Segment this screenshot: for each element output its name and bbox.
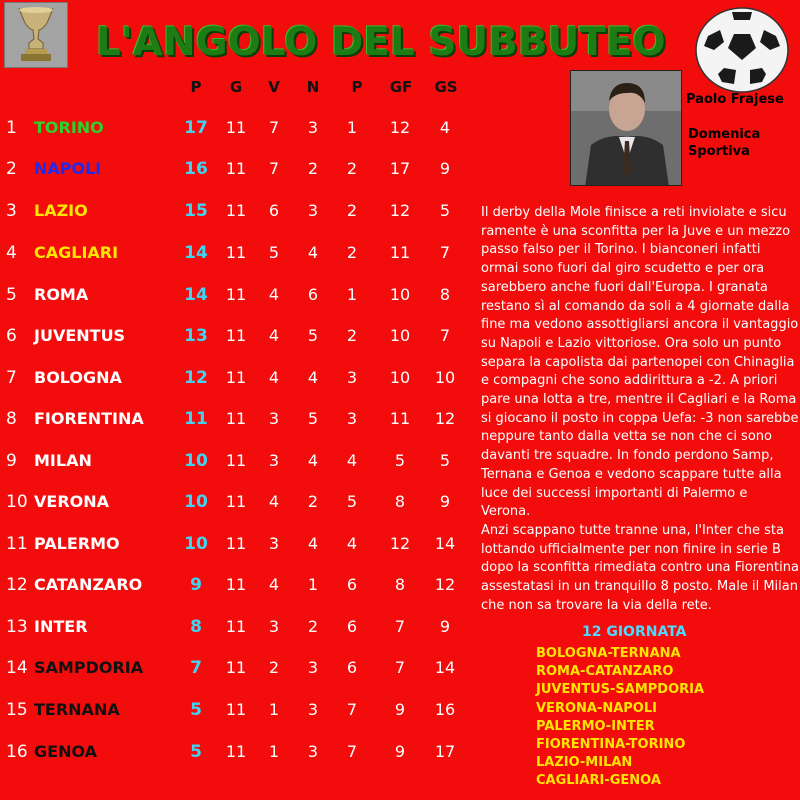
table-row bbox=[0, 615, 470, 639]
row-won: 5 bbox=[268, 243, 280, 262]
row-won: 7 bbox=[268, 118, 280, 137]
row-team: MILAN bbox=[34, 451, 92, 470]
table-row bbox=[0, 532, 470, 556]
row-lost: 6 bbox=[346, 575, 358, 594]
row-points: 14 bbox=[184, 285, 208, 305]
fixture-item: VERONA-NAPOLI bbox=[536, 700, 657, 716]
row-points: 16 bbox=[184, 159, 208, 179]
soccer-ball-icon bbox=[694, 6, 790, 94]
table-row bbox=[0, 157, 470, 181]
table-row bbox=[0, 573, 470, 597]
row-points: 15 bbox=[184, 201, 208, 221]
row-rank: 11 bbox=[6, 534, 28, 554]
row-played: 11 bbox=[225, 742, 247, 761]
row-won: 4 bbox=[268, 285, 280, 304]
row-lost: 2 bbox=[346, 326, 358, 345]
row-played: 11 bbox=[225, 285, 247, 304]
table-row bbox=[0, 199, 470, 223]
row-goals-for: 8 bbox=[394, 575, 406, 594]
row-lost: 5 bbox=[346, 492, 358, 511]
row-goals-for: 17 bbox=[389, 159, 411, 178]
page-title: L'ANGOLO DEL SUBBUTEO bbox=[96, 20, 666, 65]
row-played: 11 bbox=[225, 617, 247, 636]
row-goals-for: 9 bbox=[394, 742, 406, 761]
row-drawn: 6 bbox=[307, 285, 319, 304]
row-drawn: 4 bbox=[307, 368, 319, 387]
table-row bbox=[0, 656, 470, 680]
row-team: VERONA bbox=[34, 492, 110, 511]
col-header-drawn: N bbox=[306, 78, 320, 96]
row-played: 11 bbox=[225, 492, 247, 511]
row-goals-for: 5 bbox=[394, 451, 406, 470]
row-lost: 2 bbox=[346, 243, 358, 262]
row-played: 11 bbox=[225, 243, 247, 262]
row-team: ROMA bbox=[34, 285, 89, 304]
row-rank: 13 bbox=[6, 617, 28, 637]
row-goals-against: 16 bbox=[434, 700, 456, 719]
row-points: 10 bbox=[184, 534, 208, 554]
fixtures-title: 12 GIORNATA bbox=[582, 624, 687, 640]
table-row bbox=[0, 241, 470, 265]
row-drawn: 1 bbox=[307, 575, 319, 594]
row-goals-against: 7 bbox=[439, 326, 451, 345]
row-team: NAPOLI bbox=[34, 159, 102, 178]
row-won: 3 bbox=[268, 617, 280, 636]
row-rank: 5 bbox=[6, 285, 17, 305]
row-points: 13 bbox=[184, 326, 208, 346]
row-goals-for: 11 bbox=[389, 243, 411, 262]
row-played: 11 bbox=[225, 326, 247, 345]
row-points: 10 bbox=[184, 492, 208, 512]
row-goals-against: 12 bbox=[434, 409, 456, 428]
row-goals-for: 10 bbox=[389, 285, 411, 304]
row-won: 4 bbox=[268, 368, 280, 387]
row-lost: 3 bbox=[346, 368, 358, 387]
row-goals-against: 7 bbox=[439, 243, 451, 262]
commentator-name: Paolo Frajese bbox=[686, 92, 784, 107]
col-header-lost: P bbox=[351, 78, 363, 96]
table-row bbox=[0, 698, 470, 722]
row-rank: 16 bbox=[6, 742, 28, 762]
row-drawn: 2 bbox=[307, 159, 319, 178]
row-rank: 9 bbox=[6, 451, 17, 471]
row-points: 11 bbox=[184, 409, 208, 429]
row-goals-for: 8 bbox=[394, 492, 406, 511]
row-goals-for: 10 bbox=[389, 326, 411, 345]
fixture-item: FIORENTINA-TORINO bbox=[536, 737, 686, 752]
row-rank: 1 bbox=[6, 118, 17, 138]
row-goals-against: 9 bbox=[439, 617, 451, 636]
row-goals-against: 9 bbox=[439, 492, 451, 511]
row-team: CAGLIARI bbox=[34, 243, 119, 262]
table-row bbox=[0, 116, 470, 140]
row-won: 4 bbox=[268, 326, 280, 345]
row-rank: 6 bbox=[6, 326, 17, 346]
row-team: INTER bbox=[34, 617, 88, 636]
row-goals-against: 14 bbox=[434, 658, 456, 677]
row-goals-against: 5 bbox=[439, 451, 451, 470]
table-row bbox=[0, 407, 470, 431]
fixture-item: PALERMO-INTER bbox=[536, 718, 655, 734]
fixture-item: ROMA-CATANZARO bbox=[536, 664, 674, 680]
row-team: GENOA bbox=[34, 742, 98, 761]
row-rank: 15 bbox=[6, 700, 28, 720]
col-header-played: G bbox=[229, 78, 243, 96]
col-header-won: V bbox=[268, 78, 280, 96]
col-header-goals-against: GS bbox=[434, 78, 458, 96]
row-won: 2 bbox=[268, 658, 280, 677]
row-team: TERNANA bbox=[34, 700, 120, 719]
fixture-item: JUVENTUS-SAMPDORIA bbox=[536, 682, 705, 698]
table-row bbox=[0, 324, 470, 348]
row-drawn: 2 bbox=[307, 617, 319, 636]
row-goals-against: 14 bbox=[434, 534, 456, 553]
row-goals-against: 12 bbox=[434, 575, 456, 594]
row-goals-for: 12 bbox=[389, 201, 411, 220]
row-goals-for: 11 bbox=[389, 409, 411, 428]
row-lost: 3 bbox=[346, 409, 358, 428]
row-played: 11 bbox=[225, 658, 247, 677]
row-won: 3 bbox=[268, 409, 280, 428]
row-team: TORINO bbox=[34, 118, 104, 137]
table-row bbox=[0, 490, 470, 514]
row-points: 10 bbox=[184, 451, 208, 471]
row-points: 7 bbox=[190, 658, 202, 678]
row-points: 5 bbox=[190, 700, 202, 720]
row-played: 11 bbox=[225, 201, 247, 220]
row-rank: 4 bbox=[6, 243, 17, 263]
row-team: LAZIO bbox=[34, 201, 88, 220]
row-goals-against: 17 bbox=[434, 742, 456, 761]
row-points: 14 bbox=[184, 243, 208, 263]
row-drawn: 2 bbox=[307, 492, 319, 511]
fixture-item: CAGLIARI-GENOA bbox=[536, 773, 661, 789]
row-goals-against: 9 bbox=[439, 159, 451, 178]
row-lost: 2 bbox=[346, 201, 358, 220]
row-rank: 8 bbox=[6, 409, 17, 429]
row-drawn: 4 bbox=[307, 534, 319, 553]
row-team: FIORENTINA bbox=[34, 409, 144, 428]
row-drawn: 4 bbox=[307, 243, 319, 262]
row-won: 1 bbox=[268, 742, 280, 761]
row-goals-for: 9 bbox=[394, 700, 406, 719]
row-lost: 7 bbox=[346, 742, 358, 761]
article-text: Il derby della Mole finisce a reti inviolate e sicu ramente è una sconfitta per la Juve e un mezzo passo falso per il Torino. I bianconeri infatti ormai sono fuori dal giro scudetto e per ora sarebbero anche fuori dall'Europa. I granata restano sì al comando da soli a 4 giornate dalla fine ma vedono assottigliarsi ancora il vantaggio su Napoli e Lazio vittoriose. Ora solo un punto separa la capolista dai partenopei con Chinaglia e compagni che sono addirittura a -2. A priori pare una lotta a tre, mentre il Cagliari e la Roma si giocano il posto in coppa Uefa: -3 non sarebbe neppure tanto dalla vetta se non che ci sono davanti tre squadre. In fondo perdono Samp, Ternana e Genoa e vedono scappare tutte alla luce dei successi importanti di Palermo e Verona. Anzi scappano tutte tranne una, l'Inter che sta lottando ufficialmente per non finire in serie B dopo la sconfitta rimediata contro una Fiorentina assestatasi in un tranquillo 8 posto. Male il Milan che non sa trovare la via della rete. bbox=[481, 205, 799, 613]
row-played: 11 bbox=[225, 118, 247, 137]
row-won: 4 bbox=[268, 575, 280, 594]
row-played: 11 bbox=[225, 700, 247, 719]
table-row bbox=[0, 449, 470, 473]
show-name: Domenica Sportiva bbox=[688, 127, 761, 159]
table-row bbox=[0, 740, 470, 764]
row-team: JUVENTUS bbox=[34, 326, 126, 345]
row-rank: 3 bbox=[6, 201, 17, 221]
col-header-points: P bbox=[190, 78, 202, 96]
row-goals-against: 10 bbox=[434, 368, 456, 387]
row-drawn: 5 bbox=[307, 326, 319, 345]
row-lost: 4 bbox=[346, 451, 358, 470]
row-team: PALERMO bbox=[34, 534, 120, 553]
fixture-item: BOLOGNA-TERNANA bbox=[536, 646, 681, 661]
row-won: 4 bbox=[268, 492, 280, 511]
row-rank: 7 bbox=[6, 368, 17, 388]
fixture-item: LAZIO-MILAN bbox=[536, 755, 633, 771]
trophy-icon bbox=[4, 2, 68, 68]
row-lost: 2 bbox=[346, 159, 358, 178]
row-points: 5 bbox=[190, 742, 202, 762]
row-goals-for: 10 bbox=[389, 368, 411, 387]
row-won: 7 bbox=[268, 159, 280, 178]
row-team: CATANZARO bbox=[34, 575, 143, 594]
row-lost: 7 bbox=[346, 700, 358, 719]
row-won: 1 bbox=[268, 700, 280, 719]
col-header-goals-for: GF bbox=[389, 78, 413, 96]
row-played: 11 bbox=[225, 409, 247, 428]
row-rank: 12 bbox=[6, 575, 28, 595]
row-lost: 6 bbox=[346, 617, 358, 636]
commentator-photo bbox=[570, 70, 682, 186]
row-goals-against: 5 bbox=[439, 201, 451, 220]
table-row bbox=[0, 366, 470, 390]
row-drawn: 5 bbox=[307, 409, 319, 428]
row-team: BOLOGNA bbox=[34, 368, 122, 387]
row-played: 11 bbox=[225, 575, 247, 594]
row-rank: 2 bbox=[6, 159, 17, 179]
row-won: 3 bbox=[268, 534, 280, 553]
row-drawn: 3 bbox=[307, 201, 319, 220]
row-played: 11 bbox=[225, 368, 247, 387]
row-played: 11 bbox=[225, 451, 247, 470]
row-rank: 10 bbox=[6, 492, 28, 512]
row-team: SAMPDORIA bbox=[34, 658, 144, 677]
row-lost: 6 bbox=[346, 658, 358, 677]
row-played: 11 bbox=[225, 159, 247, 178]
row-goals-for: 7 bbox=[394, 617, 406, 636]
row-points: 9 bbox=[190, 575, 202, 595]
row-drawn: 3 bbox=[307, 118, 319, 137]
row-points: 8 bbox=[190, 617, 202, 637]
row-drawn: 3 bbox=[307, 658, 319, 677]
row-points: 12 bbox=[184, 368, 208, 388]
row-lost: 4 bbox=[346, 534, 358, 553]
row-goals-against: 8 bbox=[439, 285, 451, 304]
row-won: 3 bbox=[268, 451, 280, 470]
row-drawn: 3 bbox=[307, 700, 319, 719]
row-goals-for: 12 bbox=[389, 118, 411, 137]
row-won: 6 bbox=[268, 201, 280, 220]
row-goals-against: 4 bbox=[439, 118, 451, 137]
row-lost: 1 bbox=[346, 118, 358, 137]
row-points: 17 bbox=[184, 118, 208, 138]
row-rank: 14 bbox=[6, 658, 28, 678]
row-drawn: 4 bbox=[307, 451, 319, 470]
row-lost: 1 bbox=[346, 285, 358, 304]
row-played: 11 bbox=[225, 534, 247, 553]
row-goals-for: 7 bbox=[394, 658, 406, 677]
table-row bbox=[0, 283, 470, 307]
row-drawn: 3 bbox=[307, 742, 319, 761]
row-goals-for: 12 bbox=[389, 534, 411, 553]
